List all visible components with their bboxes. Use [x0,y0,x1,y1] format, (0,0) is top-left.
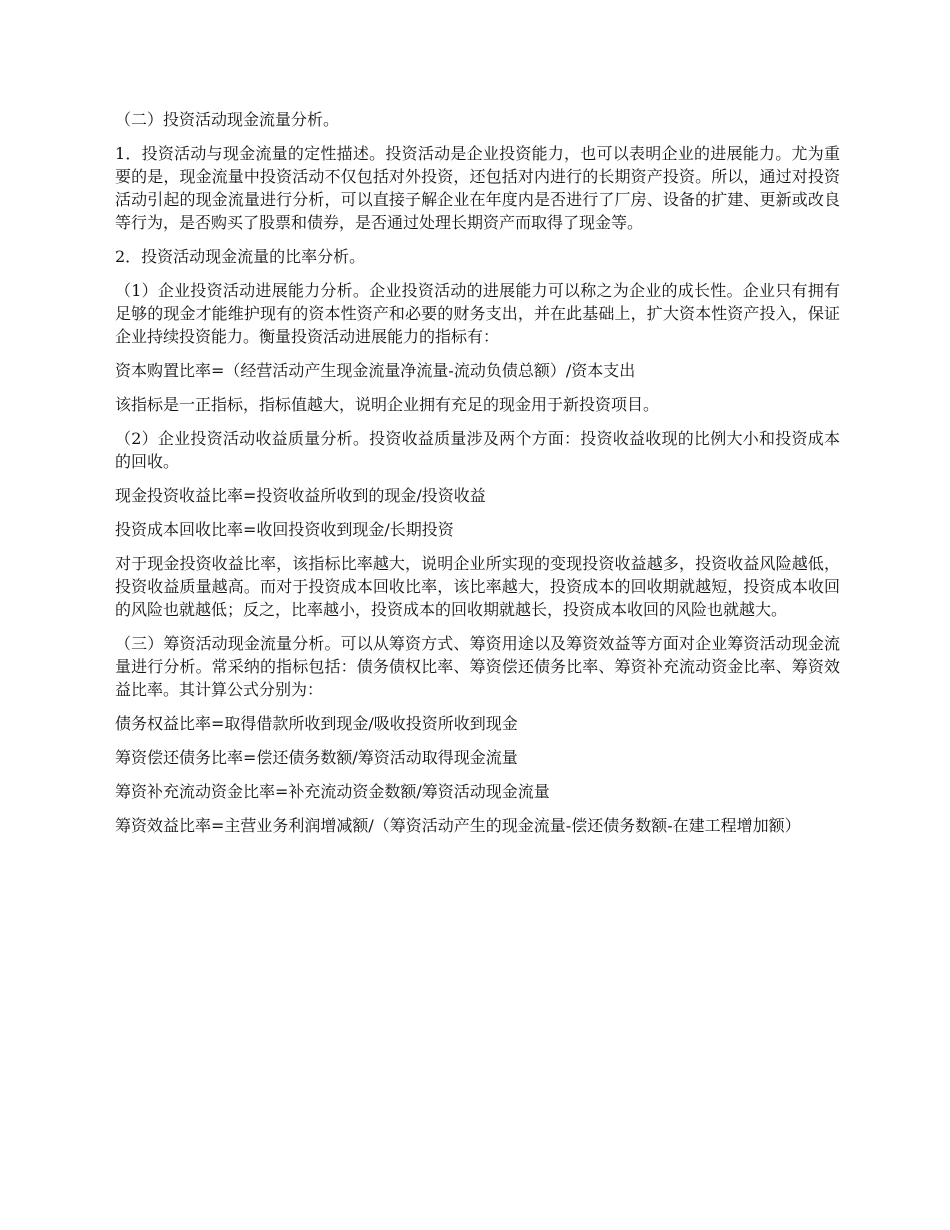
formula-capital-purchase-ratio: 资本购置比率=（经营活动产生现金流量净流量-流动负债总额）/资本支出 [115,361,636,380]
section-heading-investing-cash-flow: （二）投资活动现金流量分析。 [115,110,340,129]
paragraph-ratio-interpretation: 对于现金投资收益比率，该指标比率越大，说明企业所实现的变现投资收益越多，投资收益风险越低，投资收益质量越高。而对于投资成本回收比率，该比率越大，投资成本的回收期就越短，投资成本收回的风险也就越低；反之，比率越小，投资成本的回收期就越长，投资成本收回的风险也就越大。 [115,554,840,619]
formula-financing-debt-repayment-ratio: 筹资偿还债务比率=偿还债务数额/筹资活动取得现金流量 [115,748,518,767]
formula-cash-investment-income-ratio: 现金投资收益比率=投资收益所收到的现金/投资收益 [115,486,486,505]
formula-investment-cost-recovery-ratio: 投资成本回收比率=收回投资收到现金/长期投资 [115,520,454,539]
paragraph-investment-income-quality: （2）企业投资活动收益质量分析。投资收益质量涉及两个方面：投资收益收现的比例大小和投资成本的回收。 [115,429,840,471]
document-body [115,108,840,848]
paragraph-capital-purchase-explanation: 该指标是一正指标，指标值越大，说明企业拥有充足的现金用于新投资项目。 [115,395,660,414]
paragraph-investing-growth-ability: （1）企业投资活动进展能力分析。企业投资活动的进展能力可以称之为企业的成长性。企业只有拥有足够的现金才能维护现有的资本性资产和必要的财务支出，并在此基础上，扩大资本性资产投入，保证企业持续投资能力。衡量投资活动进展能力的指标有： [115,281,840,346]
subheading-investing-ratio-analysis: 2．投资活动现金流量的比率分析。 [115,247,366,266]
section-heading-financing-cash-flow: （三）筹资活动现金流量分析。可以从筹资方式、筹资用途以及筹资效益等方面对企业筹资活动现金流量进行分析。常采纳的指标包括：债务债权比率、筹资偿还债务比率、筹资补充流动资金比率、筹资效益比率。其计算公式分别为： [115,634,840,699]
formula-financing-working-capital-ratio: 筹资补充流动资金比率=补充流动资金数额/筹资活动现金流量 [115,782,550,801]
paragraph-investing-qualitative: 1．投资活动与现金流量的定性描述。投资活动是企业投资能力，也可以表明企业的进展能力。尤为重要的是，现金流量中投资活动不仅包括对外投资，还包括对内进行的长期资产投资。所以，通过对投资活动引起的现金流量进行分析，可以直接子解企业在年度内是否进行了厂房、设备的扩建、更新或改良等行为，是否购买了股票和债券，是否通过处理长期资产而取得了现金等。 [115,144,840,232]
formula-debt-equity-ratio: 债务权益比率=取得借款所收到现金/吸收投资所收到现金 [115,714,518,733]
formula-financing-efficiency-ratio: 筹资效益比率=主营业务利润增减额/（筹资活动产生的现金流量-偿还债务数额-在建工程增加额） [115,816,801,835]
